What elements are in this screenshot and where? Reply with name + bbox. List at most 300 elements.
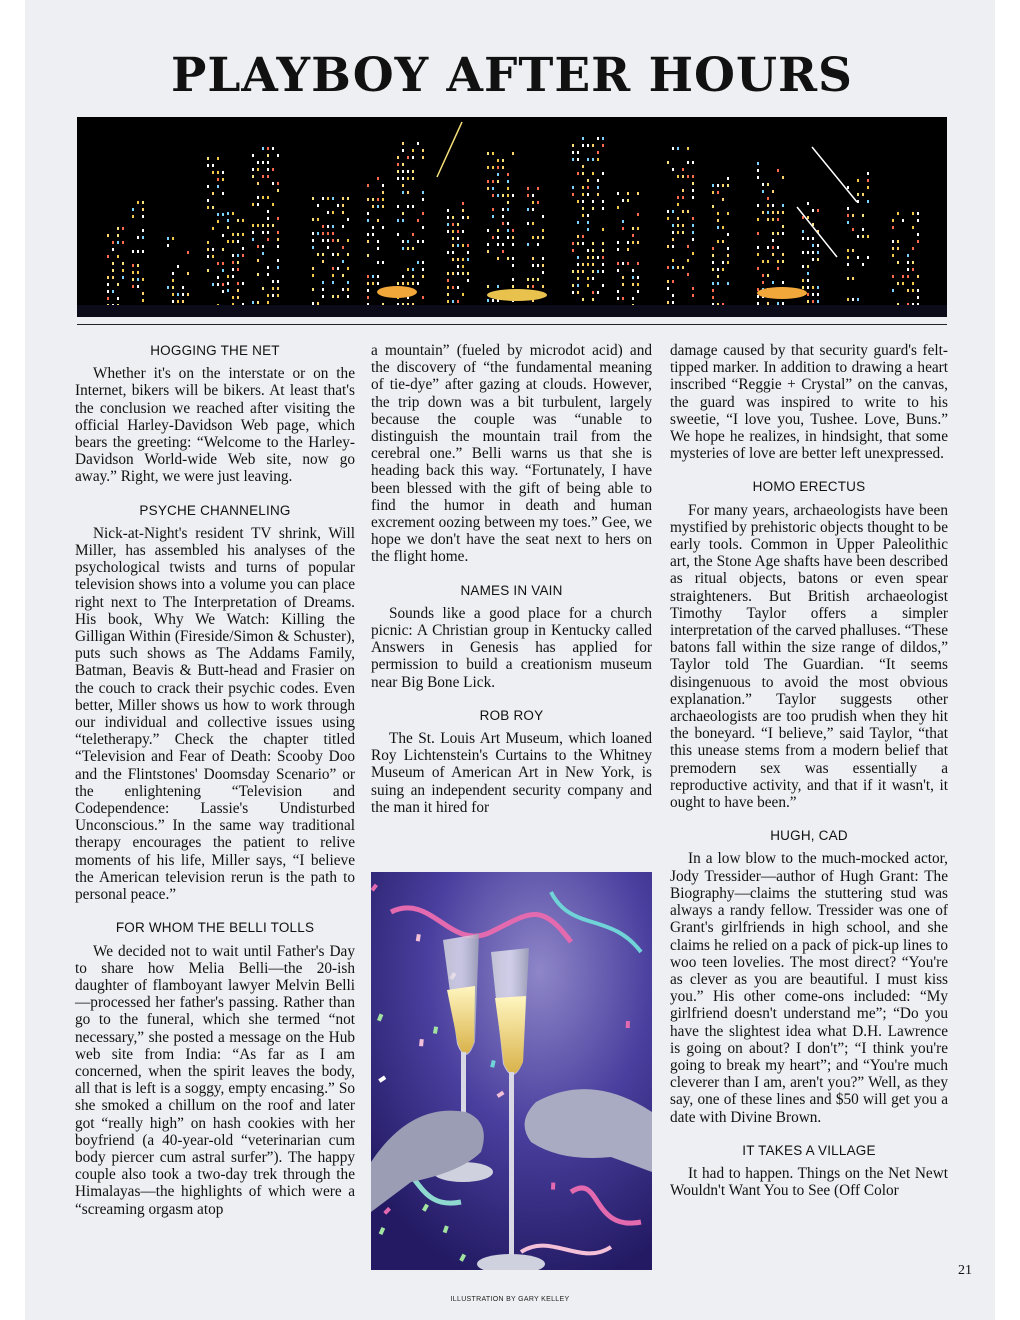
skyline-light <box>807 202 809 205</box>
skyline-light <box>452 230 454 233</box>
skyline-light <box>577 221 579 224</box>
skyline-light <box>342 274 344 277</box>
skyline-light <box>497 173 499 176</box>
skyline-light <box>222 234 224 237</box>
skyline-light <box>382 261 384 264</box>
skyline-light <box>277 287 279 290</box>
skyline-light <box>527 187 529 190</box>
skyline-light <box>422 268 424 271</box>
skyline-light <box>692 238 694 241</box>
skyline-light <box>632 283 634 286</box>
skyline-light <box>262 175 264 178</box>
skyline-light <box>232 296 234 299</box>
skyline-light <box>407 170 409 173</box>
article-hugh-text: In a low blow to the much-mocked actor, Jody Tressider—author of Hugh Grant: The Biography—claims the stuttering stud was always a randy fellow. Tressider was one of Grant's girlfriends in high school, and she claims he relied on a pack of pick-up lines to woo teen lovelies. The most direct? “You're as clever as you are beautiful. I must kiss you.” His other come-ons included: “My girlfriend doesn't understand me”; “Do you have the slightest idea what D.H. Lawrence is going on about? I don't”; “I think you're going to break my heart”; and “You're much cleverer than I am, aren't you?” Well, as they say, one of these lines and $50 will get you a date with Divine Brown. <box>670 850 948 1126</box>
skyline-light <box>682 231 684 234</box>
skyline-light <box>512 278 514 281</box>
skyline-light <box>542 215 544 218</box>
skyline-light <box>142 292 144 295</box>
skyline-light <box>672 266 674 269</box>
skyline-light <box>462 265 464 268</box>
skyline-light <box>402 247 404 250</box>
skyline-waterline <box>77 305 947 317</box>
skyline-light <box>772 239 774 242</box>
skyline-light <box>372 205 374 208</box>
skyline-light <box>242 254 244 257</box>
skyline-light <box>492 166 494 169</box>
skyline-light <box>512 257 514 260</box>
skyline-light <box>407 191 409 194</box>
skyline-light <box>242 282 244 285</box>
skyline-light <box>582 235 584 238</box>
skyline-light <box>277 259 279 262</box>
skyline-light <box>377 247 379 250</box>
skyline-light <box>322 295 324 298</box>
skyline-light <box>327 246 329 249</box>
skyline-light <box>277 154 279 157</box>
skyline-light <box>272 182 274 185</box>
skyline-light <box>377 261 379 264</box>
skyline-light <box>257 161 259 164</box>
skyline-light <box>587 193 589 196</box>
skyline-light <box>492 299 494 302</box>
skyline-light <box>687 210 689 213</box>
skyline-light <box>502 243 504 246</box>
skyline-light <box>712 247 714 250</box>
heading-hugh-cad: HUGH, CAD <box>770 828 848 844</box>
skyline-light <box>332 197 334 200</box>
skyline-light <box>212 255 214 258</box>
skyline-light <box>117 227 119 230</box>
header-rule <box>77 324 947 325</box>
skyline-light <box>637 276 639 279</box>
skyline-light <box>812 244 814 247</box>
skyline-light <box>502 215 504 218</box>
skyline-light <box>257 245 259 248</box>
skyline-light <box>667 245 669 248</box>
skyline-light <box>117 255 119 258</box>
skyline-light <box>112 276 114 279</box>
skyline-glow <box>377 286 417 298</box>
skyline-light <box>637 213 639 216</box>
skyline-light <box>262 161 264 164</box>
skyline-light <box>457 237 459 240</box>
skyline-light <box>767 302 769 305</box>
skyline-light <box>402 282 404 285</box>
skyline-light <box>807 279 809 282</box>
skyline-light <box>412 233 414 236</box>
skyline-light <box>777 211 779 214</box>
skyline-light <box>417 240 419 243</box>
skyline-light <box>727 254 729 257</box>
skyline-light <box>232 268 234 271</box>
skyline-light <box>207 157 209 160</box>
skyline-light <box>467 279 469 282</box>
skyline-light <box>692 224 694 227</box>
skyline-light <box>172 286 174 289</box>
skyline-light <box>317 204 319 207</box>
skyline-light <box>592 158 594 161</box>
skyline-light <box>267 266 269 269</box>
skyline-light <box>227 289 229 292</box>
skyline-light <box>767 260 769 263</box>
skyline-light <box>417 219 419 222</box>
skyline-light <box>272 147 274 150</box>
skyline-light <box>277 280 279 283</box>
skyline-light <box>902 275 904 278</box>
skyline-light <box>587 186 589 189</box>
skyline-light <box>757 288 759 291</box>
skyline-light <box>337 239 339 242</box>
heading-it-takes-a-village: IT TAKES A VILLAGE <box>742 1142 876 1158</box>
skyline-light <box>852 277 854 280</box>
skyline-light <box>692 294 694 297</box>
skyline-light <box>542 236 544 239</box>
skyline-light <box>337 253 339 256</box>
skyline-light <box>312 197 314 200</box>
skyline-light <box>532 222 534 225</box>
heading-names-in-vain: NAMES IN VAIN <box>460 582 563 598</box>
skyline-light <box>577 284 579 287</box>
skyline-light <box>817 244 819 247</box>
skyline-light <box>377 275 379 278</box>
skyline-light <box>672 224 674 227</box>
skyline-light <box>332 225 334 228</box>
skyline-light <box>122 276 124 279</box>
skyline-light <box>892 275 894 278</box>
skyline-light <box>592 249 594 252</box>
skyline-light <box>402 149 404 152</box>
skyline-light <box>397 233 399 236</box>
skyline-light <box>412 149 414 152</box>
skyline-light <box>592 298 594 301</box>
skyline-light <box>272 168 274 171</box>
skyline-light <box>457 286 459 289</box>
skyline-light <box>632 269 634 272</box>
skyline-light <box>182 286 184 289</box>
skyline-light <box>487 152 489 155</box>
skyline-light <box>592 200 594 203</box>
skyline-light <box>582 263 584 266</box>
skyline-light <box>457 265 459 268</box>
skyline-light <box>532 257 534 260</box>
skyline-light <box>782 281 784 284</box>
skyline-light <box>347 253 349 256</box>
skyline-light <box>267 161 269 164</box>
skyline-light <box>132 250 134 253</box>
skyline-light <box>232 261 234 264</box>
champagne-toast-illustration <box>371 872 652 1270</box>
skyline-light <box>327 225 329 228</box>
skyline-light <box>137 271 139 274</box>
skyline-light <box>507 187 509 190</box>
skyline-light <box>377 205 379 208</box>
skyline-light <box>907 275 909 278</box>
skyline-light <box>367 219 369 222</box>
skyline-light <box>892 226 894 229</box>
skyline-light <box>132 278 134 281</box>
skyline-light <box>342 211 344 214</box>
skyline-light <box>207 269 209 272</box>
skyline-light <box>802 265 804 268</box>
skyline-light <box>762 260 764 263</box>
skyline-light <box>507 194 509 197</box>
skyline-light <box>507 208 509 211</box>
skyline-light <box>422 261 424 264</box>
skyline-light <box>617 290 619 293</box>
skyline-light <box>217 157 219 160</box>
skyline-light <box>757 176 759 179</box>
skyline-light <box>132 264 134 267</box>
skyline-light <box>632 276 634 279</box>
skyline-light <box>322 197 324 200</box>
skyline-light <box>617 192 619 195</box>
skyline-light <box>782 176 784 179</box>
skyline-light <box>172 272 174 275</box>
skyline-light <box>602 228 604 231</box>
skyline-light <box>587 221 589 224</box>
skyline-light <box>262 287 264 290</box>
skyline-light <box>402 177 404 180</box>
skyline-light <box>727 261 729 264</box>
skyline-light <box>712 184 714 187</box>
skyline-light <box>452 258 454 261</box>
skyline-light <box>312 302 314 305</box>
skyline-light <box>272 224 274 227</box>
article-belli-continued: a mountain” (fueled by microdot acid) and the discovery of “the fundamental meaning of tie-dye” after gazing at clouds. However, the trip down was a bit turbulent, largely because the couple was “unable to distinguish the mountain trail from the cerebral one.” Belli warns us that she is heading back this way. “Fortunately, I have been blessed with the gift of being able to find the humor in death and human excrement oozing between my toes.” Gee, we hope we don't have the seat next to hers on the flight home. <box>371 342 652 566</box>
skyline-light <box>397 170 399 173</box>
skyline-light <box>762 281 764 284</box>
skyline-light <box>757 204 759 207</box>
skyline-light <box>507 173 509 176</box>
skyline-light <box>727 247 729 250</box>
skyline-light <box>107 290 109 293</box>
skyline-light <box>852 214 854 217</box>
skyline-light <box>227 212 229 215</box>
skyline-light <box>507 222 509 225</box>
skyline-light <box>217 185 219 188</box>
skyline-light <box>332 267 334 270</box>
skyline-light <box>912 289 914 292</box>
heading-psyche-channeling: PSYCHE CHANNELING <box>139 502 291 518</box>
skyline-light <box>597 193 599 196</box>
skyline-light <box>452 251 454 254</box>
skyline-light <box>867 235 869 238</box>
skyline-light <box>597 137 599 140</box>
skyline-light <box>632 234 634 237</box>
skyline-light <box>367 198 369 201</box>
skyline-light <box>447 286 449 289</box>
skyline-light <box>332 295 334 298</box>
skyline-light <box>577 200 579 203</box>
skyline-light <box>592 277 594 280</box>
skyline-light <box>692 196 694 199</box>
skyline-light <box>627 192 629 195</box>
skyline-light <box>897 282 899 285</box>
skyline-light <box>232 233 234 236</box>
skyline-light <box>687 245 689 248</box>
skyline-light <box>332 232 334 235</box>
skyline-light <box>217 213 219 216</box>
skyline-light <box>237 296 239 299</box>
skyline-light <box>117 297 119 300</box>
skyline-light <box>757 232 759 235</box>
skyline-light <box>447 251 449 254</box>
skyline-light <box>862 263 864 266</box>
skyline-light <box>597 158 599 161</box>
skyline-light <box>582 172 584 175</box>
skyline-light <box>722 184 724 187</box>
skyline-light <box>617 297 619 300</box>
skyline-light <box>577 235 579 238</box>
skyline-light <box>237 282 239 285</box>
skyline-light <box>117 241 119 244</box>
skyline-light <box>712 191 714 194</box>
skyline-light <box>892 289 894 292</box>
skyline-light <box>137 264 139 267</box>
skyline-light <box>637 290 639 293</box>
skyline-glow <box>487 289 547 301</box>
skyline-light <box>312 267 314 270</box>
skyline-light <box>212 164 214 167</box>
skyline-light <box>237 254 239 257</box>
skyline-light <box>532 264 534 267</box>
skyline-light <box>627 262 629 265</box>
skyline-light <box>722 198 724 201</box>
skyline-light <box>332 239 334 242</box>
skyline-light <box>867 179 869 182</box>
skyline-light <box>807 216 809 219</box>
skyline-light <box>912 261 914 264</box>
skyline-light <box>817 258 819 261</box>
skyline-light <box>312 239 314 242</box>
skyline-light <box>242 233 244 236</box>
skyline-light <box>587 249 589 252</box>
skyline-light <box>407 205 409 208</box>
skyline-light <box>677 231 679 234</box>
skyline-light <box>347 197 349 200</box>
skyline-light <box>617 262 619 265</box>
skyline-light <box>722 268 724 271</box>
skyline-light <box>532 208 534 211</box>
skyline-light <box>712 205 714 208</box>
skyline-light <box>137 201 139 204</box>
skyline-light <box>457 230 459 233</box>
skyline-light <box>672 259 674 262</box>
skyline-light <box>312 218 314 221</box>
skyline-light <box>817 251 819 254</box>
skyline-light <box>267 210 269 213</box>
skyline-light <box>587 179 589 182</box>
skyline-light <box>372 198 374 201</box>
skyline-light <box>322 288 324 291</box>
skyline-light <box>452 244 454 247</box>
skyline-light <box>847 256 849 259</box>
skyline-light <box>627 241 629 244</box>
skyline-light <box>672 210 674 213</box>
skyline-light <box>422 191 424 194</box>
skyline-light <box>782 260 784 263</box>
skyline-light <box>542 271 544 274</box>
skyline-light <box>857 298 859 301</box>
skyline-light <box>122 241 124 244</box>
skyline-light <box>422 240 424 243</box>
skyline-light <box>367 254 369 257</box>
skyline-light <box>622 199 624 202</box>
skyline-light <box>532 285 534 288</box>
skyline-light <box>462 272 464 275</box>
skyline-light <box>637 227 639 230</box>
skyline-light <box>682 175 684 178</box>
skyline-light <box>577 172 579 175</box>
skyline-light <box>382 205 384 208</box>
skyline-light <box>322 225 324 228</box>
skyline-light <box>167 244 169 247</box>
skyline-light <box>367 233 369 236</box>
skyline-light <box>767 274 769 277</box>
skyline-light <box>667 287 669 290</box>
skyline-light <box>492 236 494 239</box>
skyline-light <box>582 165 584 168</box>
skyline-light <box>897 212 899 215</box>
skyline-light <box>712 289 714 292</box>
skyline-light <box>277 182 279 185</box>
skyline-light <box>182 300 184 303</box>
skyline-light <box>727 212 729 215</box>
skyline-light <box>267 175 269 178</box>
skyline-light <box>682 266 684 269</box>
skyline-light <box>672 168 674 171</box>
skyline-light <box>632 241 634 244</box>
skyline-light <box>782 232 784 235</box>
skyline-light <box>617 206 619 209</box>
skyline-light <box>227 282 229 285</box>
skyline-light <box>502 222 504 225</box>
skyline-light <box>512 236 514 239</box>
skyline-light <box>767 218 769 221</box>
skyline-light <box>687 273 689 276</box>
skyline-light <box>597 270 599 273</box>
skyline-light <box>667 266 669 269</box>
skyline-light <box>717 275 719 278</box>
skyline-light <box>277 189 279 192</box>
skyline-light <box>177 300 179 303</box>
skyline-light <box>252 301 254 304</box>
skyline-light <box>692 175 694 178</box>
skyline-light <box>137 278 139 281</box>
skyline-light <box>677 175 679 178</box>
skyline-light <box>597 256 599 259</box>
skyline-light <box>207 185 209 188</box>
skyline-light <box>232 254 234 257</box>
skyline-light <box>857 235 859 238</box>
skyline-light <box>512 285 514 288</box>
skyline-light <box>142 236 144 239</box>
skyline-light <box>627 199 629 202</box>
skyline-light <box>847 214 849 217</box>
skyline-light <box>222 213 224 216</box>
skyline-light <box>487 166 489 169</box>
skyline-light <box>577 151 579 154</box>
skyline-light <box>622 227 624 230</box>
skyline-light <box>267 217 269 220</box>
skyline-light <box>897 240 899 243</box>
skyline-light <box>382 184 384 187</box>
skyline-light <box>572 291 574 294</box>
skyline-light <box>412 268 414 271</box>
skyline-light <box>117 234 119 237</box>
skyline-light <box>582 298 584 301</box>
